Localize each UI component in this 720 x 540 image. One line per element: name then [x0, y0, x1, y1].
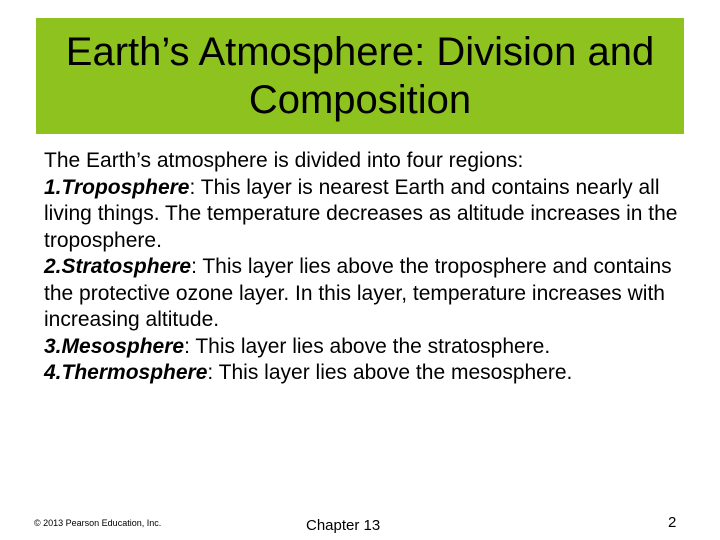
layer-description: : This layer lies above the mesosphere.	[207, 361, 573, 384]
copyright-notice: © 2013 Pearson Education, Inc.	[34, 518, 162, 528]
slide-title: Earth’s Atmosphere: Division and Composition	[65, 30, 655, 122]
intro-text: The Earth’s atmosphere is divided into four regions:	[44, 149, 524, 172]
page-number: 2	[668, 514, 677, 531]
layer-name: Troposphere	[61, 175, 190, 199]
layer-description: : This layer lies above the troposphere and contains the protective ozone layer. In this layer, temperature increases with increasing altitude.	[44, 255, 672, 331]
layer-item-stratosphere	[44, 254, 694, 334]
layer-number: 3.	[44, 334, 62, 358]
layer-name: Thermosphere	[61, 361, 208, 384]
layer-number: 2.	[44, 255, 62, 278]
title-banner	[36, 18, 684, 134]
layer-number: 1.	[44, 175, 62, 199]
layer-name: Stratosphere	[61, 255, 192, 278]
layer-description: : This layer is nearest Earth and contains nearly all living things. The temperature decreases as altitude increases in the troposphere.	[44, 175, 678, 252]
layer-item-troposphere	[44, 175, 694, 255]
layer-number: 4.	[44, 361, 62, 384]
layer-item-thermosphere	[44, 360, 694, 387]
slide-body	[44, 148, 694, 387]
chapter-label: Chapter 13	[306, 517, 381, 534]
layer-description: : This layer lies above the stratosphere.	[184, 334, 551, 358]
layer-item-mesosphere	[44, 334, 694, 361]
layer-name: Mesosphere	[61, 334, 185, 358]
